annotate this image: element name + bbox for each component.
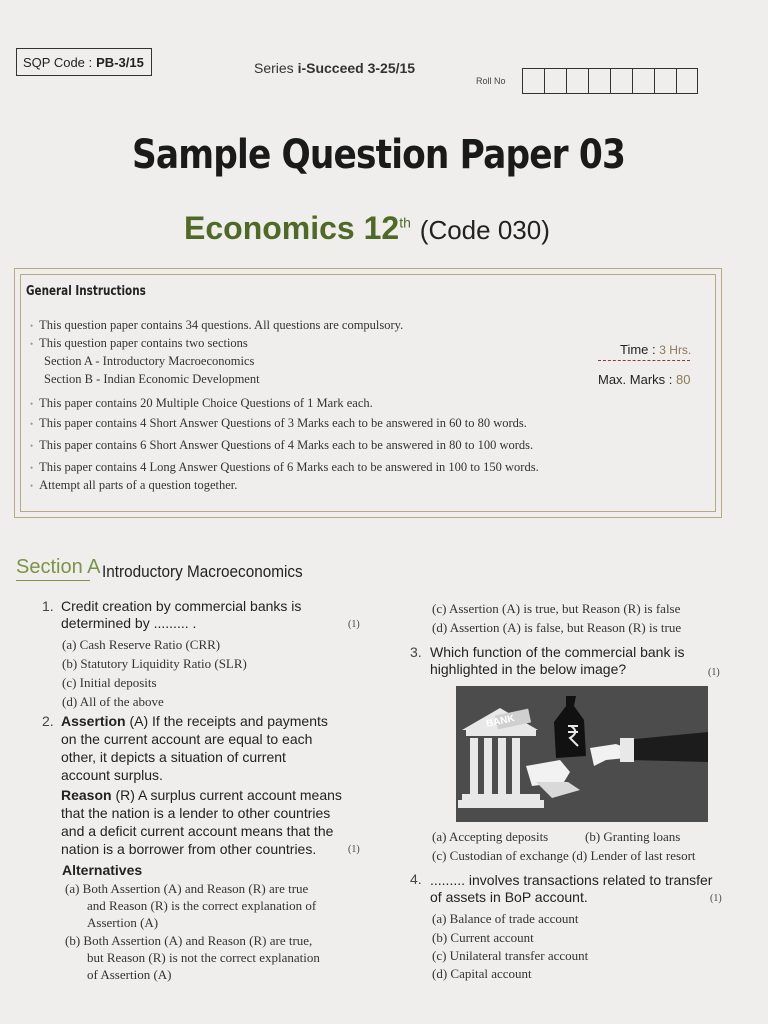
reason-line: that the nation is a lender to other countries bbox=[61, 805, 331, 821]
assertion-line: on the current account are equal to each bbox=[61, 731, 313, 747]
reason-line: nation is a borrower from other countries. bbox=[61, 841, 317, 857]
divider bbox=[598, 360, 690, 361]
sqp-code-value: PB-3/15 bbox=[96, 54, 144, 70]
roll-no-cell bbox=[610, 68, 632, 94]
marks-label: (1) bbox=[710, 893, 722, 904]
section-underline bbox=[16, 580, 90, 581]
instruction-line: • Attempt all parts of a question together. bbox=[30, 478, 238, 492]
bank-sign-text: BANK bbox=[485, 713, 516, 730]
option: (c) Unilateral transfer account bbox=[432, 948, 589, 963]
assertion-line: account surplus. bbox=[61, 767, 163, 783]
instruction-line: Section B - Indian Economic Development bbox=[44, 372, 260, 386]
series-label: Series bbox=[254, 60, 294, 76]
question-number: 3. bbox=[410, 644, 422, 660]
roll-no-cell bbox=[676, 68, 698, 94]
instructions-heading: General Instructions bbox=[26, 284, 146, 299]
option: (b) Granting loans bbox=[585, 829, 681, 844]
roll-no-cell bbox=[522, 68, 544, 94]
option: but Reason (R) is not the correct explanation bbox=[87, 950, 320, 965]
time-label: Time : bbox=[620, 342, 656, 357]
roll-no-cell bbox=[588, 68, 610, 94]
option: (c) Initial deposits bbox=[62, 675, 157, 690]
option: (a) Cash Reserve Ratio (CRR) bbox=[62, 637, 221, 652]
instruction-line: Section A - Introductory Macroeconomics bbox=[44, 354, 255, 368]
option: Assertion (A) bbox=[87, 915, 159, 930]
alternatives-heading: Alternatives bbox=[62, 862, 143, 878]
instructions-frame-inner bbox=[20, 274, 716, 512]
option: and Reason (R) is the correct explanation of bbox=[87, 898, 317, 913]
series-info bbox=[254, 60, 415, 76]
option: (c) Assertion (A) is true, but Reason (R) is false bbox=[432, 601, 681, 616]
question-text: Which function of the commercial bank is bbox=[430, 644, 685, 660]
sqp-code-box bbox=[16, 48, 152, 76]
sqp-code-label: SQP Code : bbox=[23, 54, 93, 70]
marks-label: (1) bbox=[348, 844, 360, 855]
assertion-line: Assertion (A) If the receipts and payments bbox=[61, 713, 328, 729]
question-text: determined by ......... . bbox=[61, 615, 197, 631]
time-value: 3 Hrs. bbox=[659, 343, 692, 357]
subject-name: Economics 12 bbox=[184, 210, 400, 246]
instruction-line: • This paper contains 20 Multiple Choice Questions of 1 Mark each. bbox=[30, 396, 373, 410]
max-marks-info bbox=[598, 372, 691, 387]
section-label: Section A bbox=[16, 556, 101, 578]
instruction-line: • This question paper contains two sections bbox=[30, 336, 248, 350]
option: (a) Both Assertion (A) and Reason (R) are true bbox=[65, 881, 309, 896]
subject-heading bbox=[184, 210, 550, 247]
roll-no-cell bbox=[566, 68, 588, 94]
question-text: Credit creation by commercial banks is bbox=[61, 598, 302, 614]
instruction-line: • This paper contains 6 Short Answer Questions of 4 Marks each to be answered in 80 to 100 words. bbox=[30, 438, 534, 452]
option: (d) Assertion (A) is false, but Reason (R) is true bbox=[432, 620, 682, 635]
option: (b) Statutory Liquidity Ratio (SLR) bbox=[62, 656, 247, 671]
instruction-line: • This question paper contains 34 questions. All questions are compulsory. bbox=[30, 318, 404, 332]
roll-no-label: Roll No bbox=[476, 76, 506, 86]
reason-line: Reason (R) A surplus current account means bbox=[61, 787, 342, 803]
option: (b) Both Assertion (A) and Reason (R) are true, bbox=[65, 933, 313, 948]
option: (b) Current account bbox=[432, 930, 534, 945]
question-text: highlighted in the below image? bbox=[430, 661, 627, 677]
option: (a) Balance of trade account bbox=[432, 911, 579, 926]
series-value: i-Succeed 3-25/15 bbox=[297, 60, 416, 76]
subject-sup: th bbox=[399, 214, 411, 231]
question-number: 2. bbox=[42, 713, 54, 729]
bank-illustration bbox=[456, 686, 708, 822]
option: (d) All of the above bbox=[62, 694, 164, 709]
time-info bbox=[620, 342, 691, 357]
question-text: of assets in BoP account. bbox=[430, 889, 588, 905]
option: (a) Accepting deposits bbox=[432, 829, 549, 844]
roll-no-cell bbox=[632, 68, 654, 94]
max-marks-label: Max. Marks : bbox=[598, 372, 673, 387]
reason-line: and a deficit current account means that the bbox=[61, 823, 334, 839]
instruction-line: • This paper contains 4 Long Answer Questions of 6 Marks each to be answered in 100 to 150 words. bbox=[30, 460, 539, 474]
roll-no-boxes bbox=[522, 68, 698, 94]
option: (d) Capital account bbox=[432, 966, 532, 981]
assertion-line: other, it depicts a situation of current bbox=[61, 749, 286, 765]
marks-label: (1) bbox=[708, 667, 720, 678]
marks-label: (1) bbox=[348, 619, 360, 630]
roll-no-cell bbox=[654, 68, 676, 94]
question-text: ......... involves transactions related to transfer bbox=[430, 872, 713, 888]
subject-code: (Code 030) bbox=[419, 215, 550, 245]
option: (c) Custodian of exchange (d) Lender of last resort bbox=[432, 848, 696, 863]
roll-no-cell bbox=[544, 68, 566, 94]
max-marks-value: 80 bbox=[676, 372, 691, 387]
option: of Assertion (A) bbox=[87, 967, 172, 982]
page-title: Sample Question Paper 03 bbox=[132, 132, 626, 178]
instruction-line: • This paper contains 4 Short Answer Questions of 3 Marks each to be answered in 60 to 80 words. bbox=[30, 416, 527, 430]
question-number: 4. bbox=[410, 871, 422, 887]
section-name: Introductory Macroeconomics bbox=[102, 562, 303, 581]
question-number: 1. bbox=[42, 598, 54, 614]
